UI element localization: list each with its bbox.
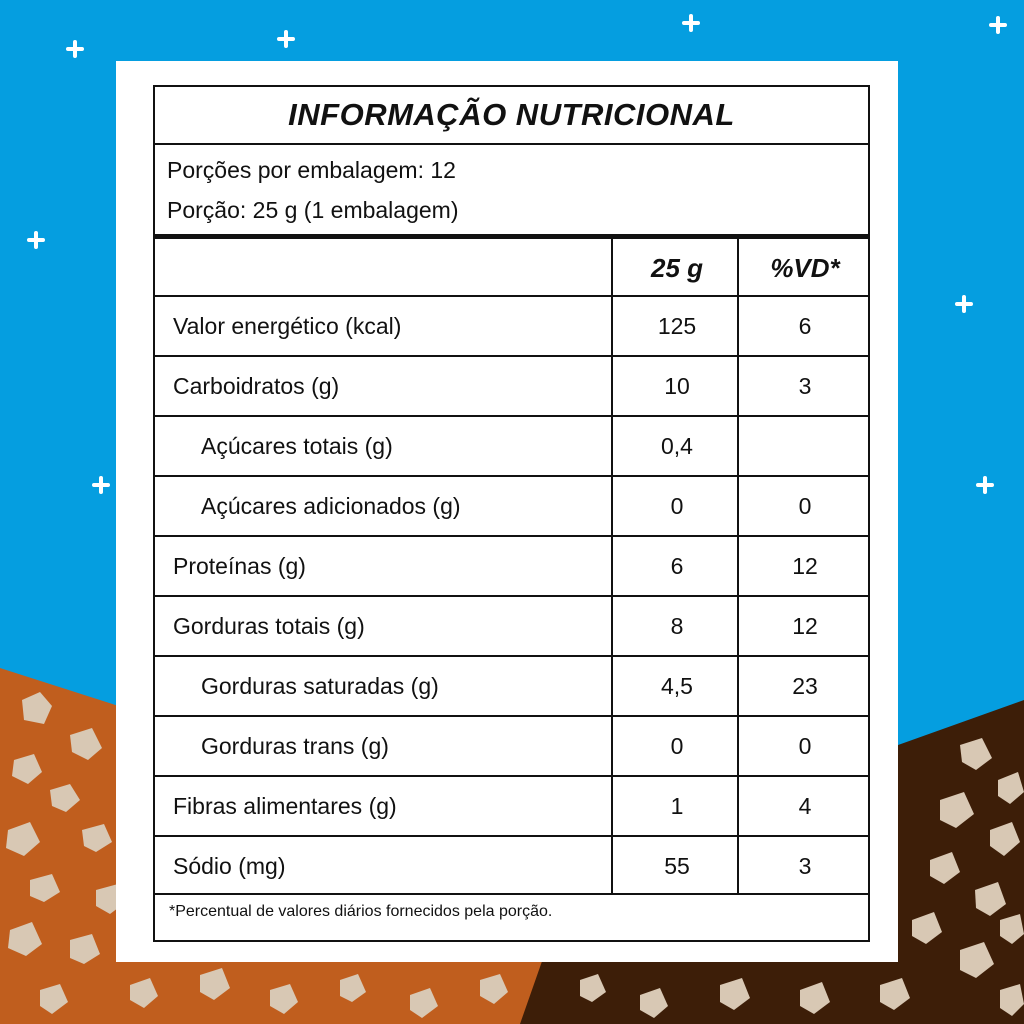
label-title: INFORMAÇÃO NUTRICIONAL bbox=[155, 87, 868, 145]
nutrient-dv: 0 bbox=[798, 492, 812, 519]
nutrient-amount: 1 bbox=[670, 792, 684, 819]
nutrient-dv: 3 bbox=[798, 372, 812, 399]
nutrient-amount: 55 bbox=[664, 852, 690, 879]
column-header-dv: %VD* bbox=[770, 252, 840, 283]
nutrient-amount: 6 bbox=[670, 552, 684, 579]
footnote: *Percentual de valores diários fornecidos pela porção. bbox=[169, 903, 553, 920]
nutrient-name: Valor energético (kcal) bbox=[173, 312, 402, 339]
column-divider-amount bbox=[611, 239, 613, 894]
nutrient-dv: 12 bbox=[792, 552, 818, 579]
nutrient-amount: 0 bbox=[670, 732, 684, 759]
nutrient-dv: 6 bbox=[798, 312, 812, 339]
nutrient-name: Fibras alimentares (g) bbox=[173, 792, 397, 819]
nutrition-facts-table bbox=[153, 85, 870, 942]
nutrient-amount: 0 bbox=[670, 492, 684, 519]
nutrient-name: Açúcares adicionados (g) bbox=[201, 492, 461, 519]
nutrient-name: Gorduras saturadas (g) bbox=[201, 672, 439, 699]
serving-size: Porção: 25 g (1 embalagem) bbox=[167, 197, 459, 223]
nutrient-dv: 4 bbox=[798, 792, 812, 819]
nutrient-amount: 125 bbox=[657, 312, 697, 339]
nutrient-name: Açúcares totais (g) bbox=[201, 432, 393, 459]
nutrient-amount: 8 bbox=[670, 612, 684, 639]
nutrient-name: Proteínas (g) bbox=[173, 552, 306, 579]
nutrient-amount: 10 bbox=[664, 372, 690, 399]
nutrient-name: Gorduras trans (g) bbox=[201, 732, 389, 759]
nutrient-name: Carboidratos (g) bbox=[173, 372, 340, 399]
column-header-amount: 25 g bbox=[650, 252, 704, 283]
nutrient-amount: 4,5 bbox=[661, 672, 693, 699]
nutrient-dv: 23 bbox=[792, 672, 818, 699]
servings-per-package: Porções por embalagem: 12 bbox=[167, 157, 456, 183]
nutrient-dv: 3 bbox=[798, 852, 812, 879]
nutrient-dv bbox=[741, 417, 869, 475]
nutrient-amount: 0,4 bbox=[661, 432, 693, 459]
nutrient-dv: 12 bbox=[792, 612, 818, 639]
nutrient-dv: 0 bbox=[798, 732, 812, 759]
nutrient-name: Gorduras totais (g) bbox=[173, 612, 365, 639]
nutrient-name: Sódio (mg) bbox=[173, 852, 286, 879]
row-divider bbox=[155, 893, 868, 895]
